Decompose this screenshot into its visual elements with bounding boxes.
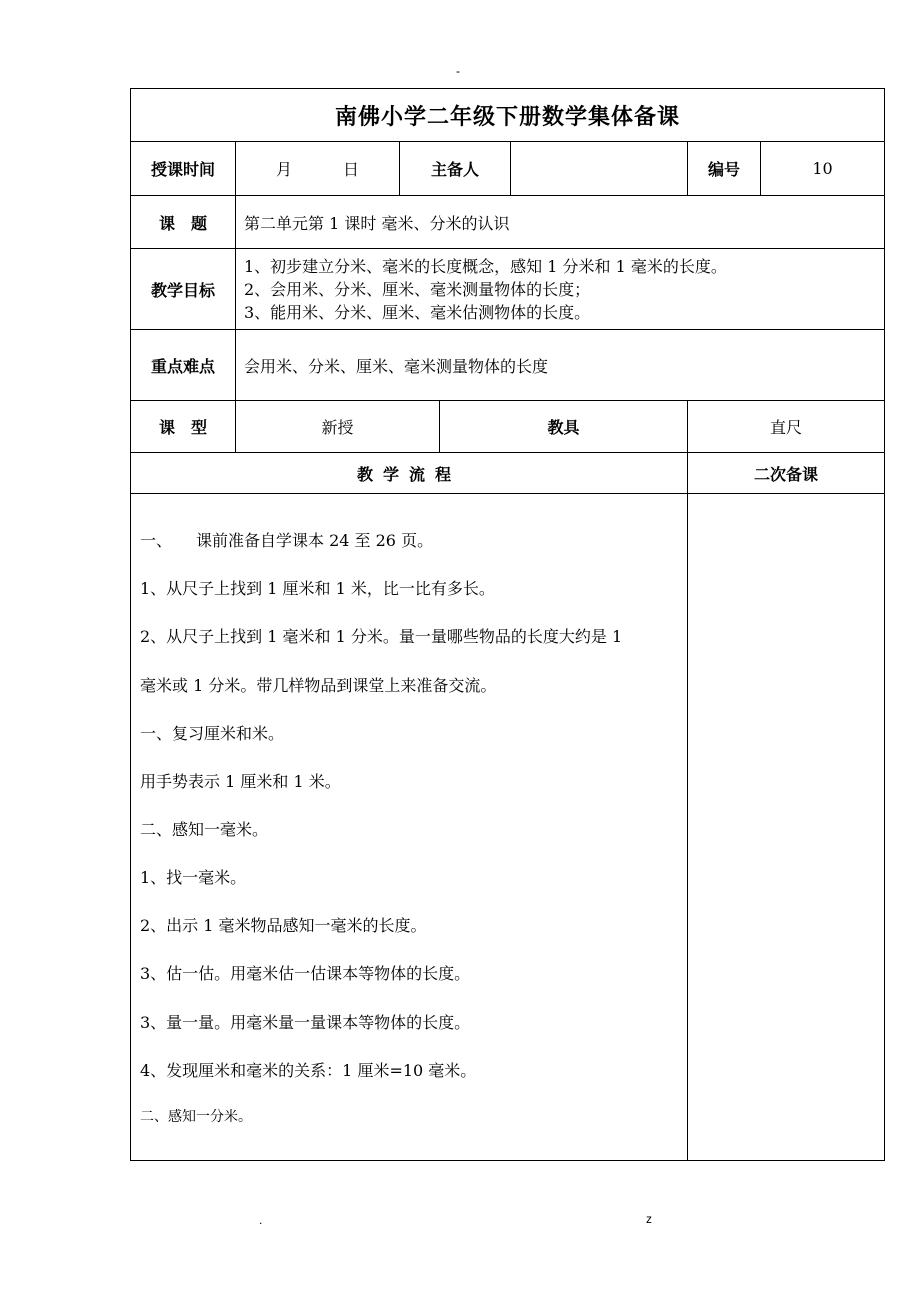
type-value: 新授 bbox=[321, 418, 354, 437]
month-label: 月 bbox=[276, 160, 293, 179]
flow-line: 用手势表示 1 厘米和 1 米。 bbox=[140, 772, 341, 791]
keypoints-value: 会用米、分米、厘米、毫米测量物体的长度 bbox=[244, 356, 549, 376]
goal-item: 1、初步建立分米、毫米的长度概念，感知 1 分米和 1 毫米的长度。 bbox=[244, 256, 727, 276]
second-prep-area bbox=[688, 494, 884, 1160]
flow-line: 3、量一量。用毫米量一量课本等物体的长度。 bbox=[140, 1013, 471, 1032]
flow-line: 3、估一估。用毫米估一估课本等物体的长度。 bbox=[140, 964, 471, 983]
flow-line: 2、从尺子上找到 1 毫米和 1 分米。量一量哪些物品的长度大约是 1 bbox=[140, 627, 623, 646]
day-label: 日 bbox=[343, 160, 360, 179]
goal-item: 2、会用米、分米、厘米、毫米测量物体的长度； bbox=[244, 279, 591, 299]
flow-line: 二、感知一毫米。 bbox=[140, 820, 269, 839]
flow-line: 二、感知一分米。 bbox=[140, 1109, 252, 1125]
flow-line: 1、找一毫米。 bbox=[140, 868, 247, 887]
keypoints-label: 重点难点 bbox=[150, 356, 215, 376]
header-mark: - bbox=[456, 64, 460, 78]
flow-line: 4、发现厘米和毫米的关系：1 厘米=10 毫米。 bbox=[140, 1061, 477, 1080]
type-label: 课 型 bbox=[158, 418, 207, 437]
number-value: 10 bbox=[812, 159, 833, 178]
flow-line: 一、复习厘米和米。 bbox=[140, 724, 285, 743]
flow-line: 毫米或 1 分米。带几样物品到课堂上来准备交流。 bbox=[140, 676, 497, 695]
second-prep-header: 二次备课 bbox=[753, 464, 818, 484]
page-title: 南佛小学二年级下册数学集体备课 bbox=[334, 104, 680, 130]
table-border-right bbox=[884, 88, 885, 1161]
goals-list bbox=[244, 249, 874, 329]
goals-label: 教学目标 bbox=[150, 280, 215, 300]
tools-label: 教具 bbox=[547, 418, 580, 437]
tools-value: 直尺 bbox=[769, 418, 802, 437]
presenter-value bbox=[511, 142, 687, 195]
footer-mark-right: z bbox=[646, 1212, 652, 1226]
goal-item: 3、能用米、分米、厘米、毫米估测物体的长度。 bbox=[244, 302, 591, 322]
flow-line: 1、从尺子上找到 1 厘米和 1 米，比一比有多长。 bbox=[140, 579, 495, 598]
table-border-bottom bbox=[130, 1160, 885, 1161]
footer-mark-left: . bbox=[259, 1213, 263, 1227]
time-label: 授课时间 bbox=[150, 160, 215, 179]
presenter-label: 主备人 bbox=[430, 160, 479, 179]
topic-value: 第二单元第 1 课时 毫米、分米的认识 bbox=[244, 213, 510, 233]
flow-line: 一、 课前准备自学课本 24 至 26 页。 bbox=[140, 531, 434, 550]
flow-line: 2、出示 1 毫米物品感知一毫米的长度。 bbox=[140, 916, 427, 935]
flow-header: 教学流程 bbox=[356, 464, 461, 484]
number-label: 编号 bbox=[707, 160, 740, 179]
topic-label: 课 题 bbox=[158, 213, 207, 233]
